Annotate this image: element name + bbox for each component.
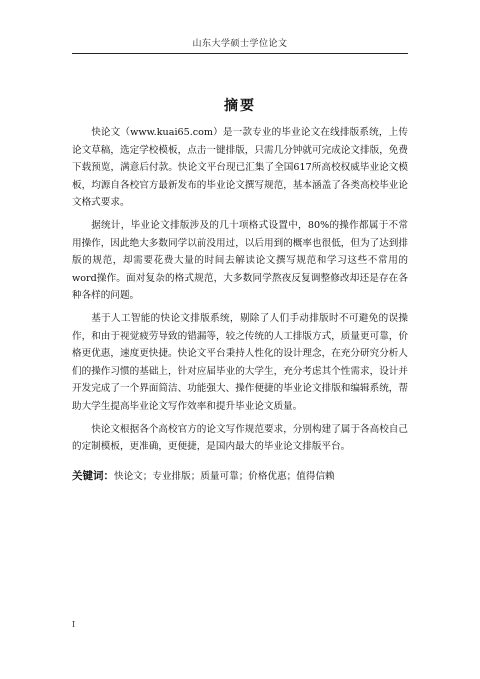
running-header: 山东大学硕士学位论文: [192, 39, 288, 49]
abstract-paragraph-3: 基于人工智能的快论文排版系统，剔除了人们手动排版时不可避免的误操作，和由于视觉疲劳导致的错漏等，较之传统的人工排版方式，质量更可靠，价格更优惠，速度更快捷。快论文平台秉持人性化的设计理念，在充分研究分析人们的操作习惯的基础上，针对应届毕业的大学生，充分考虑其个性需求，设计并开发完成了一个界面简洁、功能强大、操作便捷的毕业论文排版和编辑系统，帮助大学生提高毕业论文写作效率和提升毕业论文质量。: [72, 312, 408, 412]
keywords-label: 关键词：: [72, 470, 114, 482]
keywords-line: [72, 468, 408, 485]
keywords-text: 快论文；专业排版；质量可靠；价格优惠；值得信赖: [114, 471, 335, 482]
header-rule: [72, 53, 408, 54]
abstract-body: [72, 124, 408, 461]
abstract-title: 摘要: [224, 98, 256, 114]
page-number: I: [72, 620, 76, 629]
abstract-paragraph-4: 快论文根据各个高校官方的论文写作规范要求，分别构建了属于各高校自己的定制模板，更准确，更便捷，是国内最大的毕业论文排版平台。: [72, 423, 408, 453]
abstract-paragraph-1: 快论文（www.kuai65.com）是一款专业的毕业论文在线排版系统，上传论文草稿，选定学校模板，点击一键排版，只需几分钟就可完成论文排版，免费下载预览，满意后付款。快论文平台现已汇集了全国617所高校权威毕业论文模板，均源自各校官方最新发布的毕业论文撰写规范，基本涵盖了各类高校毕业论文格式要求。: [72, 127, 408, 209]
abstract-paragraph-2: 据统计，毕业论文排版涉及的几十项格式设置中，80%的操作都属于不常用操作，因此绝大多数同学以前没用过，以后用到的概率也很低，但为了达到排版的规范，却需要花费大量的时间去解读论文撰写规范和学习这些不常用的word操作。面对复杂的格式规范，大多数同学熬夜反复调整修改却还是存在各种各样的问题。: [72, 219, 408, 302]
